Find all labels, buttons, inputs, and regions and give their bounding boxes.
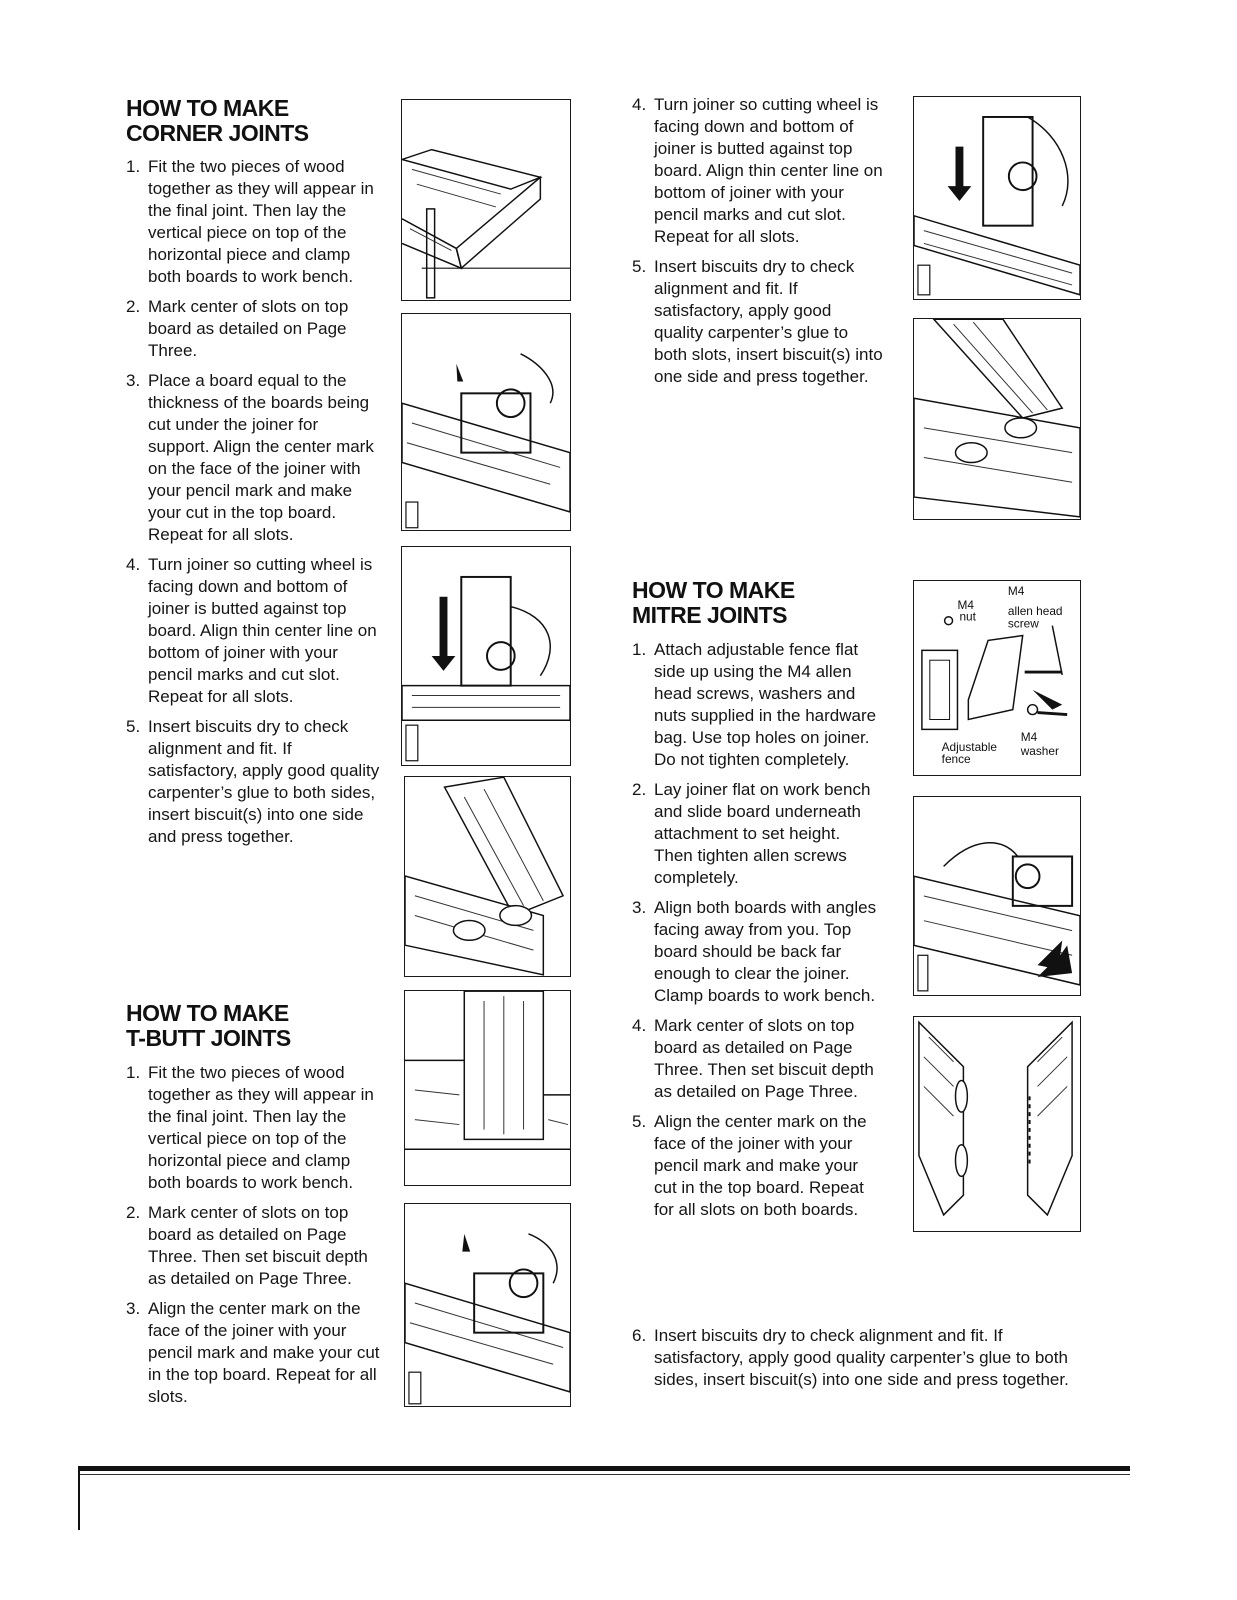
list-item: 5. Insert biscuits dry to check alignment and fit. If satisfactory, apply good quality carpenter’s glue to both slots, insert biscuit(s) into one side and press together. (632, 257, 883, 386)
m4-nut-label: M4 (957, 597, 974, 612)
list-item: 2. Lay joiner flat on work bench and slide board underneath attachment to set height. Then tighten allen screws completely. (632, 780, 871, 887)
washer-label: washer (1020, 744, 1059, 759)
tbutt-boards-drawing (405, 991, 570, 1185)
list-item: 6. Insert biscuits dry to check alignment and fit. If satisfactory, apply good quality carpenter’s glue to both sides, insert biscuit(s) into one side and press together. (632, 1326, 1069, 1389)
heading-line: HOW TO MAKE (126, 95, 289, 121)
screw-label: screw (1007, 616, 1039, 631)
footer-corner-rule (78, 1466, 80, 1530)
list-item: 4. Mark center of slots on top board as detailed on Page Three. Then set biscuit depth as detailed on Page Three. (632, 1016, 874, 1101)
mitre-downward-cut-illustration (913, 96, 1081, 300)
corner-clamp-illustration (401, 99, 571, 301)
list-item: 1. Fit the two pieces of wood together as they will appear in the final joint. Then lay the vertical piece on top of the horizontal piece and clamp both boards to work bench. (126, 1063, 374, 1192)
fence-label: fence (941, 751, 971, 766)
joiner-down-drawing (402, 547, 570, 765)
mitre-biscuit-illustration (913, 318, 1081, 520)
list-item: 2. Mark center of slots on top board as detailed on Page Three. (126, 297, 349, 360)
corner-continued-steps-list (632, 94, 884, 396)
screw-label: allen head (1007, 603, 1063, 618)
list-item: 4. Turn joiner so cutting wheel is facing down and bottom of joiner is butted against top board. Align thin center line on bottom of joiner with your pencil marks and cut slot. Repeat for all slots. (632, 95, 883, 246)
tbutt-joints-heading (126, 1001, 291, 1051)
biscuit-insert-right-drawing (914, 319, 1080, 519)
mitre-boards-drawing (914, 1017, 1080, 1231)
joiner-cut-drawing (402, 314, 570, 530)
list-item: 1. Attach adjustable fence flat side up using the M4 allen head screws, washers and nuts supplied in the hardware bag. Use top holes on joiner. Do not tighten completely. (632, 640, 877, 769)
tbutt-cut-illustration (404, 1203, 571, 1407)
list-item: 4. Turn joiner so cutting wheel is facing down and bottom of joiner is butted against top board. Align thin center line on bottom of joiner with your pencil marks and cut slot. Repeat for all slots. (126, 555, 377, 706)
mitre-setup-illustration (913, 796, 1081, 996)
corner-downward-cut-illustration (401, 546, 571, 766)
heading-line: HOW TO MAKE (632, 577, 795, 603)
mitre-steps-list (632, 639, 878, 1229)
heading-line: HOW TO MAKE (126, 1000, 289, 1026)
biscuit-insert-drawing (405, 777, 570, 976)
mitre-setup-drawing (914, 797, 1080, 995)
tbutt-joiner-drawing (405, 1204, 570, 1406)
list-item: 1. Fit the two pieces of wood together as they will appear in the final joint. Then lay the vertical piece on top of the horizontal piece and clamp both boards to work bench. (126, 157, 374, 286)
footer-rule-thin (78, 1474, 1130, 1475)
heading-line: CORNER JOINTS (126, 120, 309, 146)
tbutt-steps-list (126, 1062, 382, 1416)
footer-rule (78, 1466, 1130, 1471)
corner-joints-heading (126, 96, 309, 146)
fence-parts-drawing (914, 581, 1080, 775)
clamp-boards-drawing (402, 100, 570, 300)
fence-label: Adjustable (941, 740, 997, 755)
list-item: 3. Place a board equal to the thickness of the boards being cut under the joiner for support. Align the center mark on the face of the joiner with your pencil mark and make your cut in the top board. Repeat for all slots. (126, 371, 374, 544)
screw-label: M4 (1007, 584, 1025, 598)
list-item: 3. Align the center mark on the face of the joiner with your pencil mark and make your cut in the top board. Repeat for all slots. (126, 1299, 380, 1406)
list-item: 3. Align both boards with angles facing away from you. Top board should be back far enough to clear the joiner. Clamp boards to work bench. (632, 898, 877, 1005)
tbutt-joint-illustration (404, 990, 571, 1186)
mitre-boards-illustration (913, 1016, 1081, 1232)
list-item: 5. Align the center mark on the face of the joiner with your pencil mark and make your cut in the top board. Repeat for all slots on both boards. (632, 1112, 867, 1219)
corner-steps-list (126, 156, 382, 856)
mitre-final-step-list (632, 1325, 1088, 1399)
mitre-joints-heading (632, 578, 795, 628)
joiner-down-right-drawing (914, 97, 1080, 299)
fence-parts-diagram (913, 580, 1081, 776)
list-item: 2. Mark center of slots on top board as detailed on Page Three. Then set biscuit depth as detailed on Page Three. (126, 1203, 368, 1288)
corner-cut-illustration (401, 313, 571, 531)
list-item: 5. Insert biscuits dry to check alignment and fit. If satisfactory, apply good quality carpenter’s glue to both sides, insert biscuit(s) into one side and press together. (126, 717, 380, 846)
washer-label: M4 (1020, 730, 1038, 745)
corner-biscuit-illustration (404, 776, 571, 977)
m4-nut-label: nut (959, 609, 976, 624)
heading-line: T-BUTT JOINTS (126, 1025, 291, 1051)
heading-line: MITRE JOINTS (632, 602, 788, 628)
